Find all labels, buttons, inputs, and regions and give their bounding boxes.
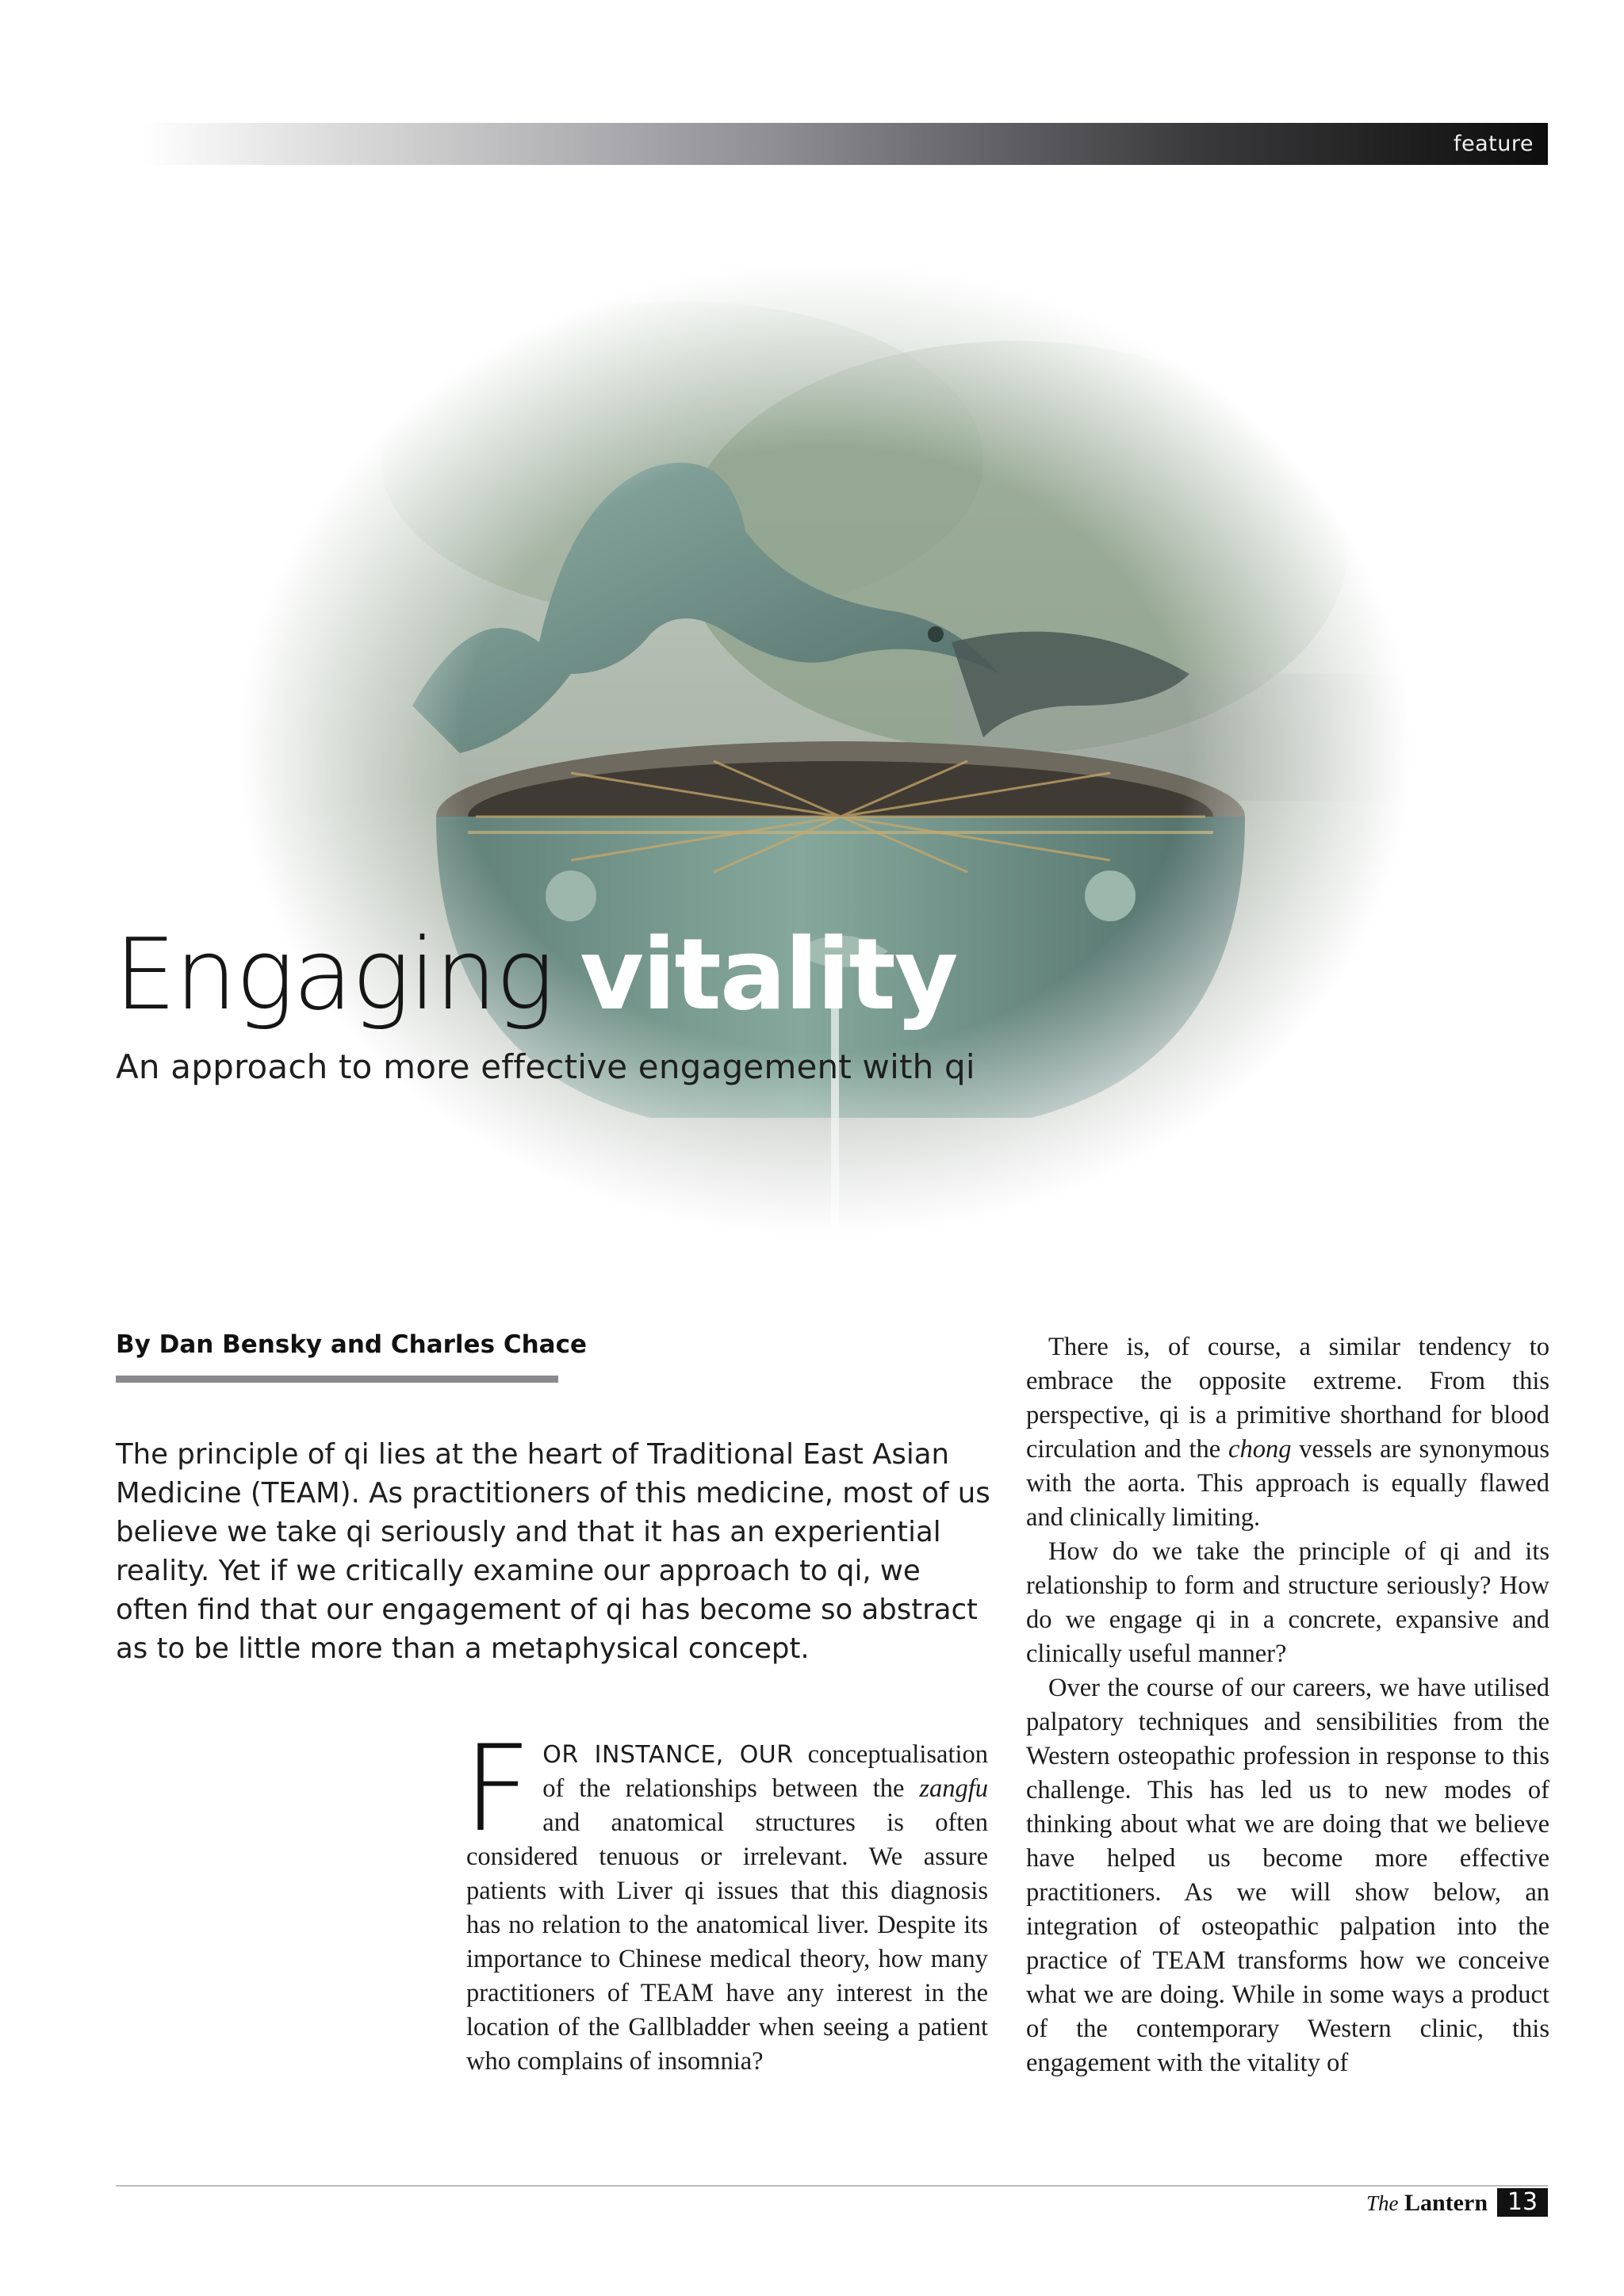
- article-byline: By Dan Bensky and Charles Chace: [116, 1330, 587, 1359]
- body-paragraph: [463, 1720, 988, 2079]
- body-text-italic: zangfu: [919, 1774, 988, 1803]
- body-paragraph: Over the course of our careers, we have utilised palpatory techniques and sensibilities from the Western osteopathic profession in response to this challenge. This has led us to new modes of thinking about what we are doing that we believe have helped us become more effective practitioners. As we will show below, an integration of osteopathic palpation into the practice of TEAM transforms how we conceive what we are doing. While in some ways a product of the contemporary Western clinic, this engagement with the vitality of: [1026, 1674, 1549, 2077]
- footer-rule: [116, 2185, 1548, 2187]
- drop-cap: F: [463, 1720, 532, 1858]
- page-number: 13: [1497, 2188, 1548, 2217]
- section-tag: feature: [1454, 132, 1534, 156]
- article-standfirst: An approach to more effective engagement with qi: [116, 1047, 975, 1086]
- body-text: vessels are synonymous with the aorta. This approach is equally flawed and clinically limiting.: [1026, 1435, 1549, 1532]
- byline-rule: [116, 1376, 558, 1383]
- lead-in-caps: OR INSTANCE, OUR: [542, 1741, 794, 1769]
- article-intro: The principle of qi lies at the heart of Traditional East Asian Medicine (TEAM). As practitioners of this medicine, most of us believe we take qi seriously and that it has an experiential reality. Yet if we critically examine our approach to qi, we often find that our engagement of qi has become so abstract as to be little more than a metaphysical concept.: [116, 1438, 990, 1665]
- brand-article: The: [1366, 2191, 1399, 2215]
- dragon-fountain-icon: [238, 262, 1411, 1237]
- body-paragraph: [1026, 1330, 1549, 1535]
- title-light-word: Engaging: [114, 918, 553, 1032]
- article-title: [114, 918, 1224, 1032]
- body-paragraph: How do we take the principle of qi and its relationship to form and structure seriously? How do we engage qi in a concrete, expansive and clinically useful manner?: [1026, 1537, 1549, 1668]
- brand-name: Lantern: [1404, 2190, 1488, 2216]
- body-column-right: [1026, 1330, 1549, 2080]
- body-text: There is, of course, a similar tendency to embrace the opposite extreme. From this perspective, qi is a primitive shorthand for blood circulation and the: [1026, 1333, 1549, 1464]
- body-column-middle: [463, 1720, 988, 2079]
- body-text-italic: chong: [1228, 1435, 1292, 1464]
- body-text: and anatomical structures is often considered tenuous or irrelevant. We assure patients with Liver qi issues that this diagnosis has no relation to the anatomical liver. Despite its importance to Chinese medical theory, how many practitioners of TEAM have any interest in the location of the Gallbladder when seeing a patient who complains of insomnia?: [466, 1808, 988, 2076]
- body-text: conceptualisation of the relationships between the: [542, 1740, 988, 1803]
- hero-image: [238, 262, 1411, 1237]
- title-bold-word: vitality: [580, 918, 957, 1032]
- publication-brand: [1366, 2190, 1488, 2217]
- section-header-band: [143, 123, 1548, 165]
